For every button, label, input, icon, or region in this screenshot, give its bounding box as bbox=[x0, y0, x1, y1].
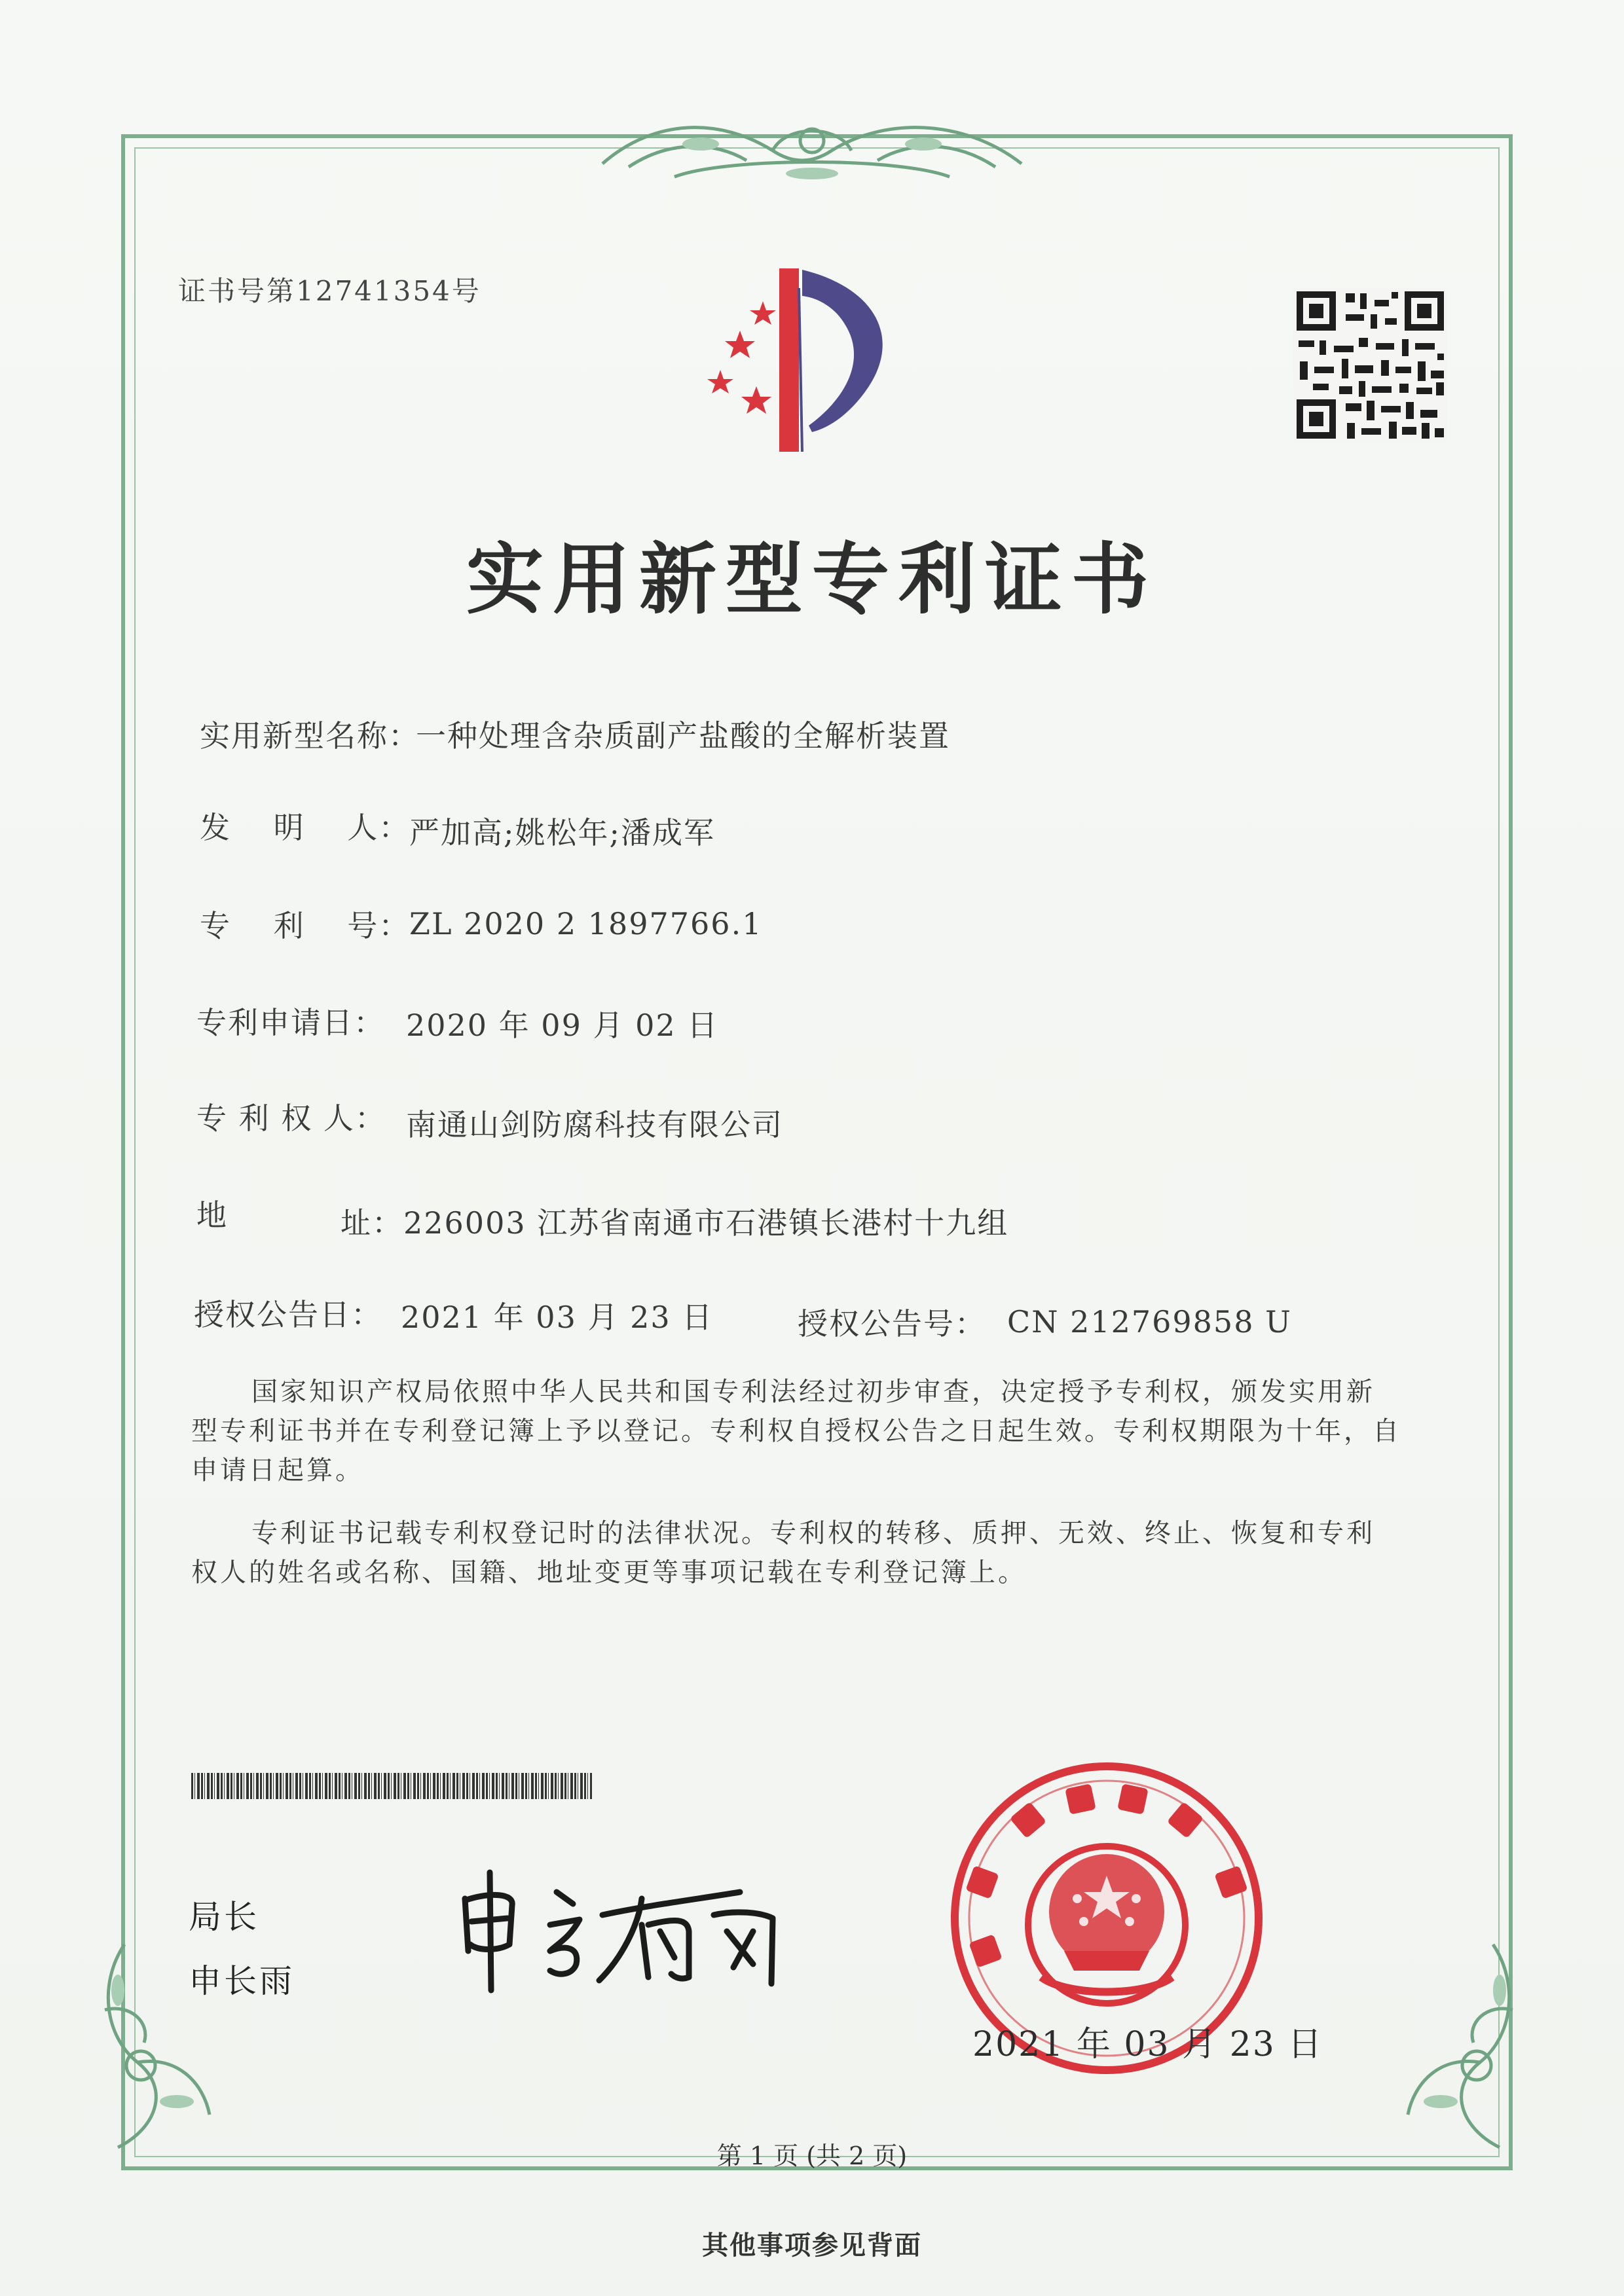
patentee-label: 专 利 权 人： bbox=[196, 1101, 386, 1136]
inventor-value: 严加高;姚松年;潘成军 bbox=[409, 815, 715, 850]
patent-number-label: 专 利 号： bbox=[200, 908, 411, 943]
director-signature-icon bbox=[452, 1853, 792, 2003]
certificate-title: 实用新型专利证书 bbox=[466, 534, 1158, 625]
director-title: 局长 bbox=[189, 1898, 259, 1936]
director-name: 申长雨 bbox=[189, 1962, 295, 2000]
certificate-number: 证书号第12741354号 bbox=[178, 275, 481, 307]
patent-office-logo-icon bbox=[694, 262, 936, 458]
top-ornament-icon bbox=[576, 105, 1048, 196]
seal-date: 2021 年 03 月 23 日 bbox=[972, 2025, 1323, 2064]
legal-paragraph-1: 国家知识产权局依照中华人民共和国专利法经过初步审查，决定授予专利权，颁发实用新型专利证书并在专利登记簿上予以登记。专利权自授权公告之日起生效。专利权期限为十年，自申请日起算。 bbox=[191, 1377, 1401, 1485]
grant-date-value: 2021 年 03 月 23 日 bbox=[401, 1300, 714, 1335]
application-date-label: 专利申请日： bbox=[196, 1005, 385, 1040]
page-indicator: 第 1 页 (共 2 页) bbox=[716, 2141, 908, 2170]
utility-model-name-value: 一种处理含杂质副产盐酸的全解析装置 bbox=[416, 718, 950, 754]
qr-code-icon bbox=[1293, 288, 1447, 442]
utility-model-name-label: 实用新型名称： bbox=[200, 718, 420, 754]
patentee-value: 南通山剑防腐科技有限公司 bbox=[406, 1107, 783, 1142]
grant-number-label: 授权公告号： bbox=[798, 1306, 986, 1341]
patent-number-value: ZL 2020 2 1897766.1 bbox=[409, 906, 763, 941]
address-label: 地 bbox=[196, 1197, 228, 1233]
inventor-label: 发 明 人： bbox=[200, 810, 411, 845]
grant-date-label: 授权公告日： bbox=[194, 1297, 382, 1332]
bottom-right-ornament-icon bbox=[1382, 1931, 1539, 2167]
back-note: 其他事项参见背面 bbox=[702, 2230, 922, 2261]
grant-number-value: CN 212769858 U bbox=[1007, 1304, 1292, 1339]
application-date-value: 2020 年 09 月 02 日 bbox=[406, 1008, 719, 1043]
legal-paragraph-2: 专利证书记载专利权登记时的法律状况。专利权的转移、质押、无效、终止、恢复和专利权人的姓名或名称、国籍、地址变更等事项记载在专利登记簿上。 bbox=[191, 1518, 1375, 1588]
address-value: 址：226003 江苏省南通市石港镇长港村十九组 bbox=[341, 1205, 1009, 1241]
barcode bbox=[191, 1773, 592, 1799]
